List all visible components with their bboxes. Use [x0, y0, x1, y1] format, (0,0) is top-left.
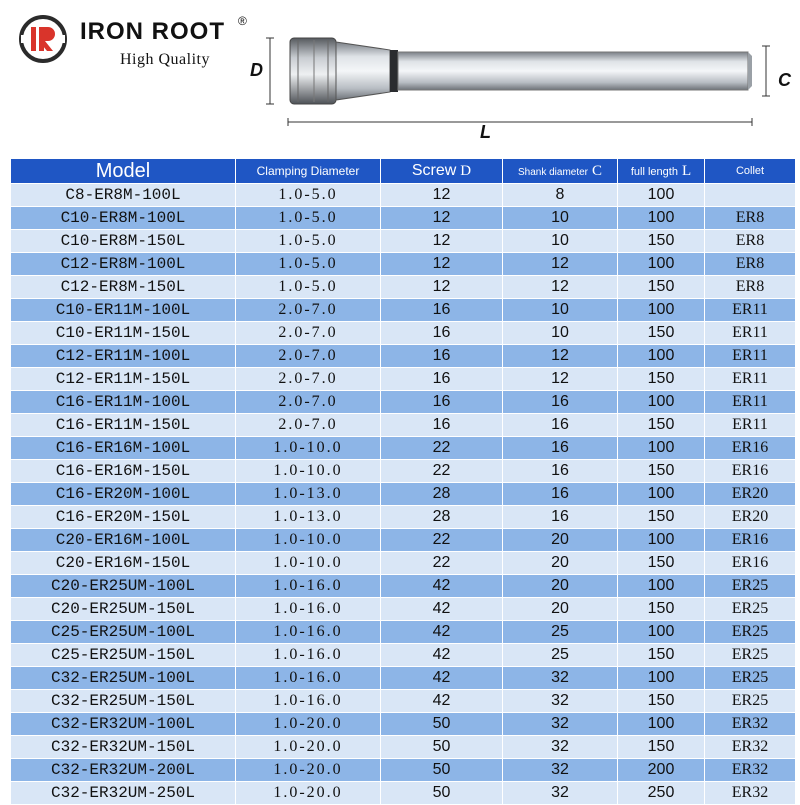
full-length-cell: 100	[618, 184, 705, 207]
collet-cell: ER25	[705, 598, 796, 621]
full-length-cell: 100	[618, 207, 705, 230]
screw-cell: 28	[381, 483, 503, 506]
screw-cell: 12	[381, 230, 503, 253]
collet-cell: ER16	[705, 552, 796, 575]
full-length-cell: 100	[618, 345, 705, 368]
shank-diameter-cell: 32	[503, 690, 618, 713]
brand-name: IRON ROOT	[80, 18, 225, 45]
collet-cell	[705, 184, 796, 207]
table-row	[11, 759, 796, 782]
screw-cell: 42	[381, 598, 503, 621]
header-model: Model	[11, 159, 236, 184]
full-length-cell: 100	[618, 529, 705, 552]
clamping-diameter-cell: 1.0-20.0	[236, 759, 381, 782]
table-row	[11, 345, 796, 368]
shank-diameter-cell: 12	[503, 276, 618, 299]
clamping-diameter-cell: 1.0-13.0	[236, 506, 381, 529]
model-cell: C16-ER16M-150L	[11, 460, 236, 483]
collet-cell: ER25	[705, 667, 796, 690]
model-cell: C32-ER32UM-250L	[11, 782, 236, 805]
table-row	[11, 230, 796, 253]
table-row	[11, 460, 796, 483]
full-length-cell: 150	[618, 414, 705, 437]
table-row	[11, 437, 796, 460]
collet-cell: ER11	[705, 299, 796, 322]
header-collet: Collet	[705, 159, 796, 184]
table-header-row	[11, 159, 796, 184]
model-cell: C10-ER11M-150L	[11, 322, 236, 345]
model-cell: C12-ER8M-150L	[11, 276, 236, 299]
collet-cell: ER20	[705, 506, 796, 529]
screw-cell: 50	[381, 759, 503, 782]
clamping-diameter-cell: 1.0-16.0	[236, 644, 381, 667]
collet-cell: ER32	[705, 759, 796, 782]
collet-cell: ER25	[705, 621, 796, 644]
header-shank-diameter	[503, 159, 618, 184]
screw-cell: 42	[381, 621, 503, 644]
full-length-cell: 150	[618, 460, 705, 483]
collet-cell: ER32	[705, 782, 796, 805]
clamping-diameter-cell: 2.0-7.0	[236, 345, 381, 368]
clamping-diameter-cell: 2.0-7.0	[236, 391, 381, 414]
table-row	[11, 736, 796, 759]
clamping-diameter-cell: 1.0-16.0	[236, 621, 381, 644]
full-length-cell: 100	[618, 713, 705, 736]
clamping-diameter-cell: 1.0-16.0	[236, 667, 381, 690]
clamping-diameter-cell: 1.0-16.0	[236, 598, 381, 621]
shank-diameter-cell: 10	[503, 322, 618, 345]
shank-diameter-cell: 32	[503, 736, 618, 759]
model-cell: C32-ER32UM-100L	[11, 713, 236, 736]
shank-diameter-cell: 16	[503, 483, 618, 506]
screw-cell: 50	[381, 782, 503, 805]
screw-cell: 16	[381, 414, 503, 437]
shank-diameter-cell: 16	[503, 506, 618, 529]
shank-diameter-cell: 20	[503, 598, 618, 621]
table-row	[11, 207, 796, 230]
header-shank-label: Shank diameter	[517, 166, 589, 178]
model-cell: C12-ER8M-100L	[11, 253, 236, 276]
model-cell: C32-ER32UM-150L	[11, 736, 236, 759]
clamping-diameter-cell: 1.0-13.0	[236, 483, 381, 506]
full-length-cell: 150	[618, 644, 705, 667]
clamping-diameter-cell: 1.0-10.0	[236, 460, 381, 483]
clamping-diameter-cell: 1.0-10.0	[236, 552, 381, 575]
header-screw-label: Screw	[411, 162, 457, 179]
model-cell: C25-ER25UM-150L	[11, 644, 236, 667]
collet-cell: ER8	[705, 276, 796, 299]
full-length-cell: 150	[618, 736, 705, 759]
collet-cell: ER11	[705, 414, 796, 437]
table-row	[11, 690, 796, 713]
clamping-diameter-cell: 1.0-16.0	[236, 575, 381, 598]
collet-cell: ER16	[705, 529, 796, 552]
full-length-cell: 100	[618, 253, 705, 276]
full-length-cell: 150	[618, 368, 705, 391]
clamping-diameter-cell: 2.0-7.0	[236, 299, 381, 322]
header-clamping-diameter: Clamping Diameter	[236, 159, 381, 184]
table-row	[11, 391, 796, 414]
brand-tagline: High Quality	[120, 51, 210, 68]
full-length-cell: 100	[618, 621, 705, 644]
table-row	[11, 506, 796, 529]
model-cell: C8-ER8M-100L	[11, 184, 236, 207]
full-length-cell: 100	[618, 391, 705, 414]
model-cell: C10-ER8M-150L	[11, 230, 236, 253]
header-full-length	[618, 159, 705, 184]
screw-cell: 22	[381, 552, 503, 575]
collet-cell: ER16	[705, 460, 796, 483]
screw-cell: 42	[381, 575, 503, 598]
model-cell: C20-ER25UM-100L	[11, 575, 236, 598]
screw-cell: 12	[381, 276, 503, 299]
collet-chuck-holder-image	[240, 30, 800, 140]
clamping-diameter-cell: 1.0-20.0	[236, 713, 381, 736]
screw-cell: 16	[381, 391, 503, 414]
shank-diameter-cell: 8	[503, 184, 618, 207]
table-row	[11, 552, 796, 575]
table-row	[11, 253, 796, 276]
shank-diameter-cell: 32	[503, 713, 618, 736]
full-length-cell: 150	[618, 506, 705, 529]
model-cell: C16-ER20M-100L	[11, 483, 236, 506]
table-row	[11, 529, 796, 552]
clamping-diameter-cell: 1.0-5.0	[236, 276, 381, 299]
shank-diameter-cell: 16	[503, 414, 618, 437]
table-row	[11, 598, 796, 621]
screw-cell: 22	[381, 460, 503, 483]
collet-cell: ER20	[705, 483, 796, 506]
specification-table	[10, 158, 796, 805]
table-row	[11, 414, 796, 437]
shank-diameter-cell: 25	[503, 644, 618, 667]
full-length-cell: 250	[618, 782, 705, 805]
shank-diameter-cell: 32	[503, 759, 618, 782]
clamping-diameter-cell: 2.0-7.0	[236, 368, 381, 391]
shank-diameter-cell: 10	[503, 207, 618, 230]
clamping-diameter-cell: 1.0-5.0	[236, 230, 381, 253]
full-length-cell: 150	[618, 690, 705, 713]
model-cell: C10-ER11M-100L	[11, 299, 236, 322]
registered-mark: ®	[238, 14, 247, 28]
table-row	[11, 644, 796, 667]
shank-diameter-cell: 32	[503, 782, 618, 805]
table-row	[11, 782, 796, 805]
shank-diameter-cell: 10	[503, 299, 618, 322]
screw-cell: 42	[381, 644, 503, 667]
full-length-cell: 150	[618, 230, 705, 253]
model-cell: C25-ER25UM-100L	[11, 621, 236, 644]
header-shank-symbol: C	[592, 162, 603, 179]
screw-cell: 12	[381, 253, 503, 276]
screw-cell: 16	[381, 299, 503, 322]
shank-diameter-cell: 20	[503, 529, 618, 552]
model-cell: C12-ER11M-150L	[11, 368, 236, 391]
screw-cell: 16	[381, 322, 503, 345]
table-row	[11, 368, 796, 391]
screw-cell: 16	[381, 345, 503, 368]
table-row	[11, 184, 796, 207]
table-row	[11, 299, 796, 322]
clamping-diameter-cell: 1.0-10.0	[236, 529, 381, 552]
collet-cell: ER8	[705, 253, 796, 276]
model-cell: C16-ER11M-100L	[11, 391, 236, 414]
model-cell: C20-ER16M-100L	[11, 529, 236, 552]
table-row	[11, 713, 796, 736]
collet-cell: ER8	[705, 230, 796, 253]
shank-diameter-cell: 20	[503, 575, 618, 598]
model-cell: C12-ER11M-100L	[11, 345, 236, 368]
screw-cell: 50	[381, 713, 503, 736]
shank-diameter-cell: 25	[503, 621, 618, 644]
dimension-label-d: D	[250, 60, 263, 80]
full-length-cell: 100	[618, 299, 705, 322]
table-row	[11, 483, 796, 506]
dimension-label-c: C	[778, 70, 791, 90]
header-screw	[381, 159, 503, 184]
collet-cell: ER11	[705, 368, 796, 391]
collet-chuck-drawing	[240, 30, 800, 140]
clamping-diameter-cell: 2.0-7.0	[236, 414, 381, 437]
header-length-label: full length	[630, 165, 678, 178]
shank-diameter-cell: 16	[503, 460, 618, 483]
screw-cell: 22	[381, 529, 503, 552]
full-length-cell: 100	[618, 483, 705, 506]
screw-cell: 12	[381, 207, 503, 230]
full-length-cell: 100	[618, 437, 705, 460]
collet-cell: ER32	[705, 713, 796, 736]
model-cell: C32-ER32UM-200L	[11, 759, 236, 782]
model-cell: C32-ER25UM-150L	[11, 690, 236, 713]
screw-cell: 42	[381, 667, 503, 690]
full-length-cell: 100	[618, 667, 705, 690]
screw-cell: 12	[381, 184, 503, 207]
collet-cell: ER11	[705, 391, 796, 414]
iron-root-logo-icon	[18, 14, 68, 64]
full-length-cell: 200	[618, 759, 705, 782]
shank-diameter-cell: 32	[503, 667, 618, 690]
collet-cell: ER16	[705, 437, 796, 460]
clamping-diameter-cell: 1.0-5.0	[236, 253, 381, 276]
screw-cell: 42	[381, 690, 503, 713]
shank-diameter-cell: 10	[503, 230, 618, 253]
table-row	[11, 322, 796, 345]
full-length-cell: 150	[618, 322, 705, 345]
clamping-diameter-cell: 1.0-10.0	[236, 437, 381, 460]
shank-diameter-cell: 20	[503, 552, 618, 575]
collet-cell: ER11	[705, 322, 796, 345]
model-cell: C16-ER11M-150L	[11, 414, 236, 437]
screw-cell: 28	[381, 506, 503, 529]
collet-cell: ER11	[705, 345, 796, 368]
clamping-diameter-cell: 1.0-20.0	[236, 736, 381, 759]
collet-cell: ER8	[705, 207, 796, 230]
table-row	[11, 667, 796, 690]
table-row	[11, 621, 796, 644]
shank-diameter-cell: 16	[503, 391, 618, 414]
collet-cell: ER25	[705, 690, 796, 713]
table-row	[11, 575, 796, 598]
table-body	[11, 184, 796, 805]
full-length-cell: 150	[618, 552, 705, 575]
clamping-diameter-cell: 1.0-20.0	[236, 782, 381, 805]
full-length-cell: 100	[618, 575, 705, 598]
screw-cell: 50	[381, 736, 503, 759]
header-length-symbol: L	[681, 162, 692, 179]
clamping-diameter-cell: 1.0-16.0	[236, 690, 381, 713]
shank-diameter-cell: 12	[503, 368, 618, 391]
shank-diameter-cell: 16	[503, 437, 618, 460]
collet-cell: ER32	[705, 736, 796, 759]
model-cell: C10-ER8M-100L	[11, 207, 236, 230]
clamping-diameter-cell: 1.0-5.0	[236, 184, 381, 207]
full-length-cell: 150	[618, 276, 705, 299]
shank-diameter-cell: 12	[503, 253, 618, 276]
dimension-label-l: L	[480, 122, 491, 142]
model-cell: C32-ER25UM-100L	[11, 667, 236, 690]
model-cell: C20-ER16M-150L	[11, 552, 236, 575]
clamping-diameter-cell: 2.0-7.0	[236, 322, 381, 345]
model-cell: C16-ER16M-100L	[11, 437, 236, 460]
model-cell: C20-ER25UM-150L	[11, 598, 236, 621]
brand-logo	[18, 14, 258, 74]
header-screw-symbol: D	[460, 163, 472, 179]
table-row	[11, 276, 796, 299]
collet-cell: ER25	[705, 644, 796, 667]
screw-cell: 22	[381, 437, 503, 460]
collet-cell: ER25	[705, 575, 796, 598]
clamping-diameter-cell: 1.0-5.0	[236, 207, 381, 230]
screw-cell: 16	[381, 368, 503, 391]
shank-diameter-cell: 12	[503, 345, 618, 368]
model-cell: C16-ER20M-150L	[11, 506, 236, 529]
full-length-cell: 150	[618, 598, 705, 621]
